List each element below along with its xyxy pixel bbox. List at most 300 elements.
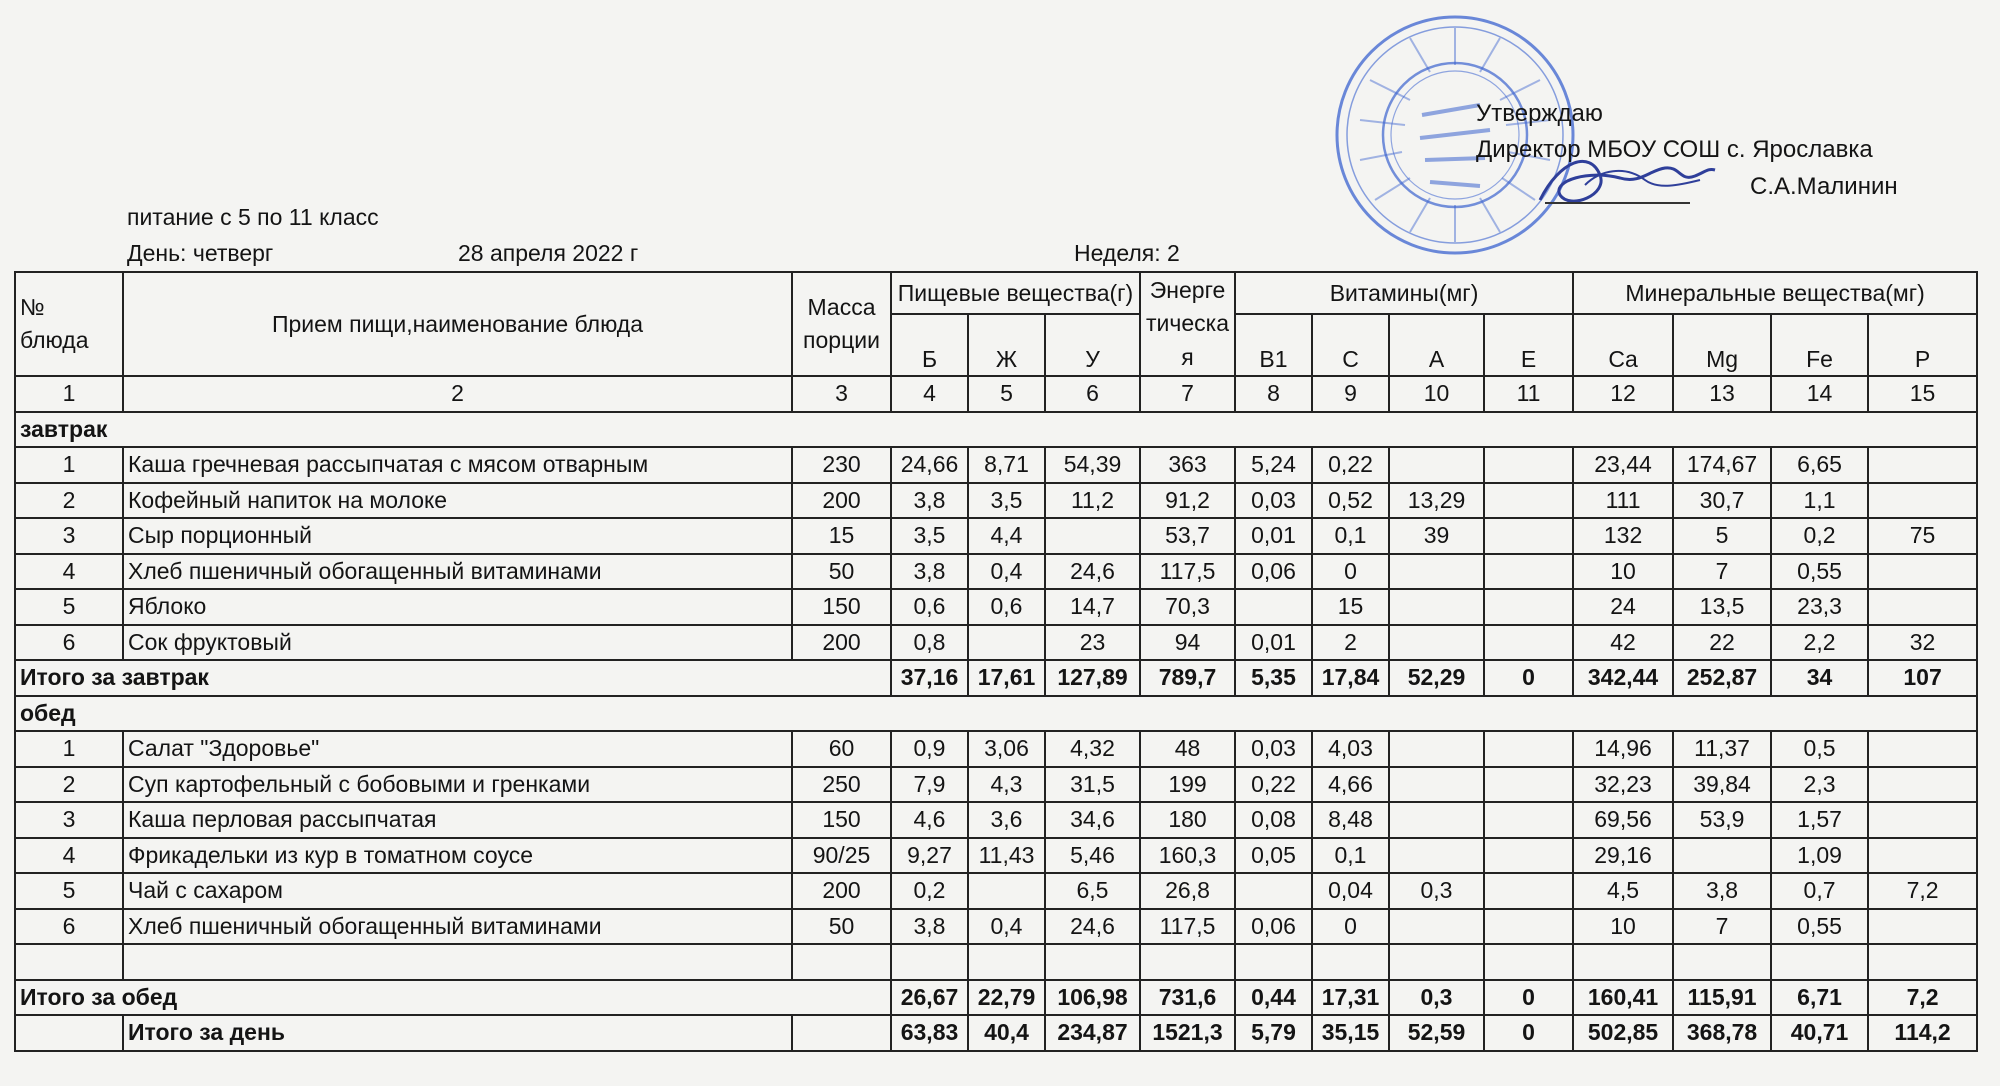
table-cell: 60: [792, 731, 891, 767]
grand-total-value: 0: [1484, 1015, 1573, 1051]
empty-cell: [792, 1015, 891, 1051]
table-cell: 15: [1312, 589, 1389, 625]
table-cell: [1484, 554, 1573, 590]
table-cell: 10: [1573, 909, 1673, 945]
total-value: 342,44: [1573, 660, 1673, 696]
column-number-cell: 14: [1771, 376, 1868, 412]
table-cell: 4,6: [891, 802, 968, 838]
table-cell: 0,05: [1235, 838, 1312, 874]
column-number-cell: 15: [1868, 376, 1977, 412]
menu-date: 28 апреля 2022 г: [458, 240, 639, 266]
table-cell: 7,9: [891, 767, 968, 803]
table-row: [15, 625, 1977, 661]
table-cell: 160,3: [1140, 838, 1235, 874]
table-cell: 9,27: [891, 838, 968, 874]
column-number-cell: 7: [1140, 376, 1235, 412]
subheader-cell: В1: [1235, 314, 1312, 376]
table-cell: 0,3: [1389, 873, 1484, 909]
subheader-cell: Ж: [968, 314, 1045, 376]
table-cell: 5: [1673, 518, 1771, 554]
dish-name: Хлеб пшеничный обогащенный витаминами: [123, 909, 792, 945]
table-cell: 0,04: [1312, 873, 1389, 909]
table-cell: 48: [1140, 731, 1235, 767]
table-row: [15, 802, 1977, 838]
table-cell: 70,3: [1140, 589, 1235, 625]
round-stamp: [1330, 10, 1580, 260]
grand-total-row: [15, 1015, 1977, 1051]
column-number-cell: 6: [1045, 376, 1140, 412]
table-cell: 200: [792, 625, 891, 661]
table-cell: 22: [1673, 625, 1771, 661]
table-cell: 53,7: [1140, 518, 1235, 554]
table-cell: 1,1: [1771, 483, 1868, 519]
grand-total-value: 52,59: [1389, 1015, 1484, 1051]
table-cell: [1868, 483, 1977, 519]
section-row: [15, 412, 1977, 448]
table-cell: [1771, 944, 1868, 980]
menu-week: Неделя: 2: [1074, 240, 1180, 266]
table-cell: 2,3: [1771, 767, 1868, 803]
table-cell: [1045, 944, 1140, 980]
table-cell: 250: [792, 767, 891, 803]
table-cell: 0,9: [891, 731, 968, 767]
table-cell: 32,23: [1573, 767, 1673, 803]
table-cell: 24: [1573, 589, 1673, 625]
table-cell: 8,48: [1312, 802, 1389, 838]
table-cell: 230: [792, 447, 891, 483]
table-cell: 14,96: [1573, 731, 1673, 767]
subheader-cell: P: [1868, 314, 1977, 376]
table-cell: [1484, 447, 1573, 483]
total-value: 52,29: [1389, 660, 1484, 696]
table-cell: 3,5: [968, 483, 1045, 519]
table-cell: 30,7: [1673, 483, 1771, 519]
dish-name: Яблоко: [123, 589, 792, 625]
table-cell: 15: [792, 518, 891, 554]
table-cell: [968, 873, 1045, 909]
dish-name: Суп картофельный с бобовыми и гренками: [123, 767, 792, 803]
table-cell: 1: [15, 731, 123, 767]
table-cell: 0,22: [1235, 767, 1312, 803]
dish-name: Хлеб пшеничный обогащенный витаминами: [123, 554, 792, 590]
table-cell: 3,8: [891, 483, 968, 519]
table-cell: 42: [1573, 625, 1673, 661]
table-cell: 2,2: [1771, 625, 1868, 661]
table-cell: 6,5: [1045, 873, 1140, 909]
total-value: 252,87: [1673, 660, 1771, 696]
approval-position: Директор МБОУ СОШ с. Ярославка: [1476, 136, 1873, 163]
table-cell: 3,06: [968, 731, 1045, 767]
table-cell: 0,4: [968, 554, 1045, 590]
table-cell: [1484, 802, 1573, 838]
total-value: 160,41: [1573, 980, 1673, 1016]
table-cell: 3: [15, 518, 123, 554]
total-value: 731,6: [1140, 980, 1235, 1016]
table-cell: 150: [792, 802, 891, 838]
table-cell: 7: [1673, 554, 1771, 590]
table-cell: 11,43: [968, 838, 1045, 874]
total-value: 6,71: [1771, 980, 1868, 1016]
total-label: Итого за обед: [15, 980, 891, 1016]
table-cell: 0,03: [1235, 483, 1312, 519]
col-num-header: № блюда: [15, 272, 123, 376]
table-cell: 94: [1140, 625, 1235, 661]
table-cell: 4,03: [1312, 731, 1389, 767]
table-row: [15, 589, 1977, 625]
table-cell: 7: [1673, 909, 1771, 945]
energy-header: Энергетическая: [1140, 272, 1235, 376]
table-cell: 4: [15, 554, 123, 590]
table-cell: 2: [15, 767, 123, 803]
table-cell: 0: [1312, 554, 1389, 590]
table-cell: [1389, 625, 1484, 661]
table-cell: [968, 625, 1045, 661]
grand-total-value: 40,71: [1771, 1015, 1868, 1051]
table-cell: 0,08: [1235, 802, 1312, 838]
total-value: 22,79: [968, 980, 1045, 1016]
section-title: обед: [15, 696, 1977, 732]
subheader-cell: Б: [891, 314, 968, 376]
table-cell: 5,24: [1235, 447, 1312, 483]
total-value: 115,91: [1673, 980, 1771, 1016]
table-cell: 0,55: [1771, 554, 1868, 590]
table-cell: [1389, 447, 1484, 483]
table-cell: 3,8: [1673, 873, 1771, 909]
table-cell: [1484, 838, 1573, 874]
grand-total-value: 368,78: [1673, 1015, 1771, 1051]
empty-cell: [15, 1015, 123, 1051]
table-cell: 23: [1045, 625, 1140, 661]
table-cell: [1389, 838, 1484, 874]
table-row: [15, 731, 1977, 767]
total-value: 7,2: [1868, 980, 1977, 1016]
table-cell: 180: [1140, 802, 1235, 838]
menu-table: [14, 271, 1978, 1052]
table-cell: 13,5: [1673, 589, 1771, 625]
table-cell: [1389, 944, 1484, 980]
col-mass-header: Масса порции: [792, 272, 891, 376]
table-cell: [1484, 589, 1573, 625]
table-cell: 0,22: [1312, 447, 1389, 483]
table-cell: 0: [1312, 909, 1389, 945]
table-cell: [1389, 802, 1484, 838]
table-cell: [1389, 589, 1484, 625]
table-cell: 32: [1868, 625, 1977, 661]
subheader-cell: Mg: [1673, 314, 1771, 376]
column-number-cell: 8: [1235, 376, 1312, 412]
table-cell: [1235, 944, 1312, 980]
total-value: 0: [1484, 980, 1573, 1016]
table-cell: 1,09: [1771, 838, 1868, 874]
subheader-cell: Е: [1484, 314, 1573, 376]
table-cell: 0,06: [1235, 554, 1312, 590]
table-cell: 0,52: [1312, 483, 1389, 519]
table-cell: [1389, 554, 1484, 590]
table-cell: 39,84: [1673, 767, 1771, 803]
column-number-cell: 12: [1573, 376, 1673, 412]
table-cell: 4,5: [1573, 873, 1673, 909]
dish-name: Каша перловая рассыпчатая: [123, 802, 792, 838]
total-value: 107: [1868, 660, 1977, 696]
table-cell: 39: [1389, 518, 1484, 554]
table-cell: 24,66: [891, 447, 968, 483]
dish-name: [123, 944, 792, 980]
menu-audience: питание с 5 по 11 класс: [127, 204, 379, 230]
table-cell: 31,5: [1045, 767, 1140, 803]
table-cell: 5: [15, 873, 123, 909]
table-row: [15, 944, 1977, 980]
table-cell: 7,2: [1868, 873, 1977, 909]
table-cell: 4,4: [968, 518, 1045, 554]
column-number-cell: 3: [792, 376, 891, 412]
dish-name: Сыр порционный: [123, 518, 792, 554]
grand-total-value: 5,79: [1235, 1015, 1312, 1051]
vitamins-header: Витамины(мг): [1235, 272, 1573, 314]
table-cell: 23,3: [1771, 589, 1868, 625]
dish-name: Чай с сахаром: [123, 873, 792, 909]
table-cell: 3: [15, 802, 123, 838]
table-cell: [1868, 802, 1977, 838]
table-cell: [15, 944, 123, 980]
table-cell: 2: [15, 483, 123, 519]
table-cell: 0,01: [1235, 625, 1312, 661]
table-cell: [1868, 589, 1977, 625]
column-number-cell: 11: [1484, 376, 1573, 412]
table-cell: 6: [15, 909, 123, 945]
table-cell: 3,5: [891, 518, 968, 554]
table-cell: 0,2: [891, 873, 968, 909]
table-cell: 4: [15, 838, 123, 874]
column-number-cell: 2: [123, 376, 792, 412]
table-cell: [1484, 767, 1573, 803]
table-cell: [1389, 909, 1484, 945]
table-cell: 0,5: [1771, 731, 1868, 767]
table-cell: 117,5: [1140, 909, 1235, 945]
section-row: [15, 696, 1977, 732]
table-cell: 8,71: [968, 447, 1045, 483]
table-cell: 4,3: [968, 767, 1045, 803]
table-cell: 50: [792, 554, 891, 590]
column-number-cell: 13: [1673, 376, 1771, 412]
table-cell: 0,06: [1235, 909, 1312, 945]
table-cell: 2: [1312, 625, 1389, 661]
table-cell: 1: [15, 447, 123, 483]
table-cell: 24,6: [1045, 554, 1140, 590]
table-cell: 117,5: [1140, 554, 1235, 590]
table-cell: [891, 944, 968, 980]
table-cell: 0,4: [968, 909, 1045, 945]
table-cell: 69,56: [1573, 802, 1673, 838]
table-row: [15, 554, 1977, 590]
table-cell: 111: [1573, 483, 1673, 519]
grand-total-label: Итого за день: [123, 1015, 792, 1051]
table-cell: 91,2: [1140, 483, 1235, 519]
table-cell: 174,67: [1673, 447, 1771, 483]
table-cell: [1484, 873, 1573, 909]
total-value: 5,35: [1235, 660, 1312, 696]
total-value: 0: [1484, 660, 1573, 696]
table-cell: 0,7: [1771, 873, 1868, 909]
table-cell: 0,1: [1312, 838, 1389, 874]
column-number-cell: 9: [1312, 376, 1389, 412]
table-cell: 26,8: [1140, 873, 1235, 909]
table-cell: 5: [15, 589, 123, 625]
column-number-cell: 5: [968, 376, 1045, 412]
dish-name: Каша гречневая рассыпчатая с мясом отварным: [123, 447, 792, 483]
table-cell: 0,55: [1771, 909, 1868, 945]
dish-name: Фрикадельки из кур в томатном соусе: [123, 838, 792, 874]
table-cell: 14,7: [1045, 589, 1140, 625]
nutrients-header: Пищевые вещества(г): [891, 272, 1140, 314]
total-value: 17,61: [968, 660, 1045, 696]
table-row: [15, 483, 1977, 519]
subheader-cell: Ca: [1573, 314, 1673, 376]
table-cell: [1484, 625, 1573, 661]
table-row: [15, 873, 1977, 909]
table-cell: 13,29: [1389, 483, 1484, 519]
table-cell: 0,6: [891, 589, 968, 625]
table-cell: 23,44: [1573, 447, 1673, 483]
table-row: [15, 838, 1977, 874]
column-number-cell: 10: [1389, 376, 1484, 412]
grand-total-value: 1521,3: [1140, 1015, 1235, 1051]
table-cell: [1140, 944, 1235, 980]
total-value: 37,16: [891, 660, 968, 696]
table-cell: [1484, 731, 1573, 767]
table-cell: 200: [792, 873, 891, 909]
table-cell: [792, 944, 891, 980]
table-cell: [1868, 447, 1977, 483]
table-row: [15, 909, 1977, 945]
minerals-header: Минеральные вещества(мг): [1573, 272, 1977, 314]
dish-name: Кофейный напиток на молоке: [123, 483, 792, 519]
table-cell: [1868, 909, 1977, 945]
total-value: 17,31: [1312, 980, 1389, 1016]
table-cell: 6: [15, 625, 123, 661]
table-cell: 90/25: [792, 838, 891, 874]
total-value: 26,67: [891, 980, 968, 1016]
subheader-cell: С: [1312, 314, 1389, 376]
total-value: 789,7: [1140, 660, 1235, 696]
total-row: [15, 660, 1977, 696]
table-cell: [1389, 767, 1484, 803]
table-row: [15, 447, 1977, 483]
table-cell: [1484, 518, 1573, 554]
table-cell: 200: [792, 483, 891, 519]
table-cell: [1235, 873, 1312, 909]
subheader-cell: У: [1045, 314, 1140, 376]
table-cell: [1235, 589, 1312, 625]
table-row: [15, 518, 1977, 554]
table-cell: 0,1: [1312, 518, 1389, 554]
table-cell: 132: [1573, 518, 1673, 554]
total-value: 0,3: [1389, 980, 1484, 1016]
table-cell: 199: [1140, 767, 1235, 803]
table-cell: 5,46: [1045, 838, 1140, 874]
table-cell: 6,65: [1771, 447, 1868, 483]
table-cell: [1868, 767, 1977, 803]
table-cell: [1868, 731, 1977, 767]
grand-total-value: 234,87: [1045, 1015, 1140, 1051]
table-cell: 50: [792, 909, 891, 945]
table-cell: 24,6: [1045, 909, 1140, 945]
table-cell: 0,01: [1235, 518, 1312, 554]
total-label: Итого за завтрак: [15, 660, 891, 696]
table-cell: 29,16: [1573, 838, 1673, 874]
table-cell: 3,8: [891, 554, 968, 590]
table-cell: 0,8: [891, 625, 968, 661]
approval-name: С.А.Малинин: [1750, 173, 1898, 200]
table-cell: 1,57: [1771, 802, 1868, 838]
col-meal-header: Прием пищи,наименование блюда: [123, 272, 792, 376]
total-row: [15, 980, 1977, 1016]
dish-name: Салат "Здоровье": [123, 731, 792, 767]
column-number-cell: 4: [891, 376, 968, 412]
approval-title: Утверждаю: [1476, 100, 1603, 127]
total-value: 127,89: [1045, 660, 1140, 696]
dish-name: Сок фруктовый: [123, 625, 792, 661]
table-cell: 3,6: [968, 802, 1045, 838]
table-cell: 150: [792, 589, 891, 625]
table-cell: 75: [1868, 518, 1977, 554]
table-cell: 4,66: [1312, 767, 1389, 803]
subheader-cell: Fe: [1771, 314, 1868, 376]
total-value: 34: [1771, 660, 1868, 696]
table-body: [15, 412, 1977, 1051]
table-cell: 0,2: [1771, 518, 1868, 554]
section-title: завтрак: [15, 412, 1977, 448]
table-cell: 363: [1140, 447, 1235, 483]
table-cell: [1389, 731, 1484, 767]
grand-total-value: 40,4: [968, 1015, 1045, 1051]
table-cell: [1868, 944, 1977, 980]
grand-total-value: 114,2: [1868, 1015, 1977, 1051]
column-number-cell: 1: [15, 376, 123, 412]
table-cell: [1868, 554, 1977, 590]
table-cell: 3,8: [891, 909, 968, 945]
signature-line: [1545, 202, 1690, 204]
total-value: 0,44: [1235, 980, 1312, 1016]
subheader-cell: А: [1389, 314, 1484, 376]
table-cell: [1484, 909, 1573, 945]
table-cell: 11,2: [1045, 483, 1140, 519]
table-cell: [1045, 518, 1140, 554]
table-cell: [1673, 944, 1771, 980]
grand-total-value: 502,85: [1573, 1015, 1673, 1051]
table-row: [15, 767, 1977, 803]
table-cell: [1673, 838, 1771, 874]
table-cell: [1868, 838, 1977, 874]
table-cell: 11,37: [1673, 731, 1771, 767]
table-cell: [1573, 944, 1673, 980]
menu-day: День: четверг: [127, 240, 274, 266]
table-cell: 4,32: [1045, 731, 1140, 767]
table-cell: [1484, 944, 1573, 980]
table-cell: 10: [1573, 554, 1673, 590]
table-cell: [1484, 483, 1573, 519]
table-cell: 34,6: [1045, 802, 1140, 838]
table-cell: [968, 944, 1045, 980]
total-value: 17,84: [1312, 660, 1389, 696]
total-value: 106,98: [1045, 980, 1140, 1016]
grand-total-value: 63,83: [891, 1015, 968, 1051]
table-cell: 0,03: [1235, 731, 1312, 767]
grand-total-value: 35,15: [1312, 1015, 1389, 1051]
table-cell: [1312, 944, 1389, 980]
table-cell: 0,6: [968, 589, 1045, 625]
table-header: [15, 272, 1977, 412]
table-cell: 54,39: [1045, 447, 1140, 483]
